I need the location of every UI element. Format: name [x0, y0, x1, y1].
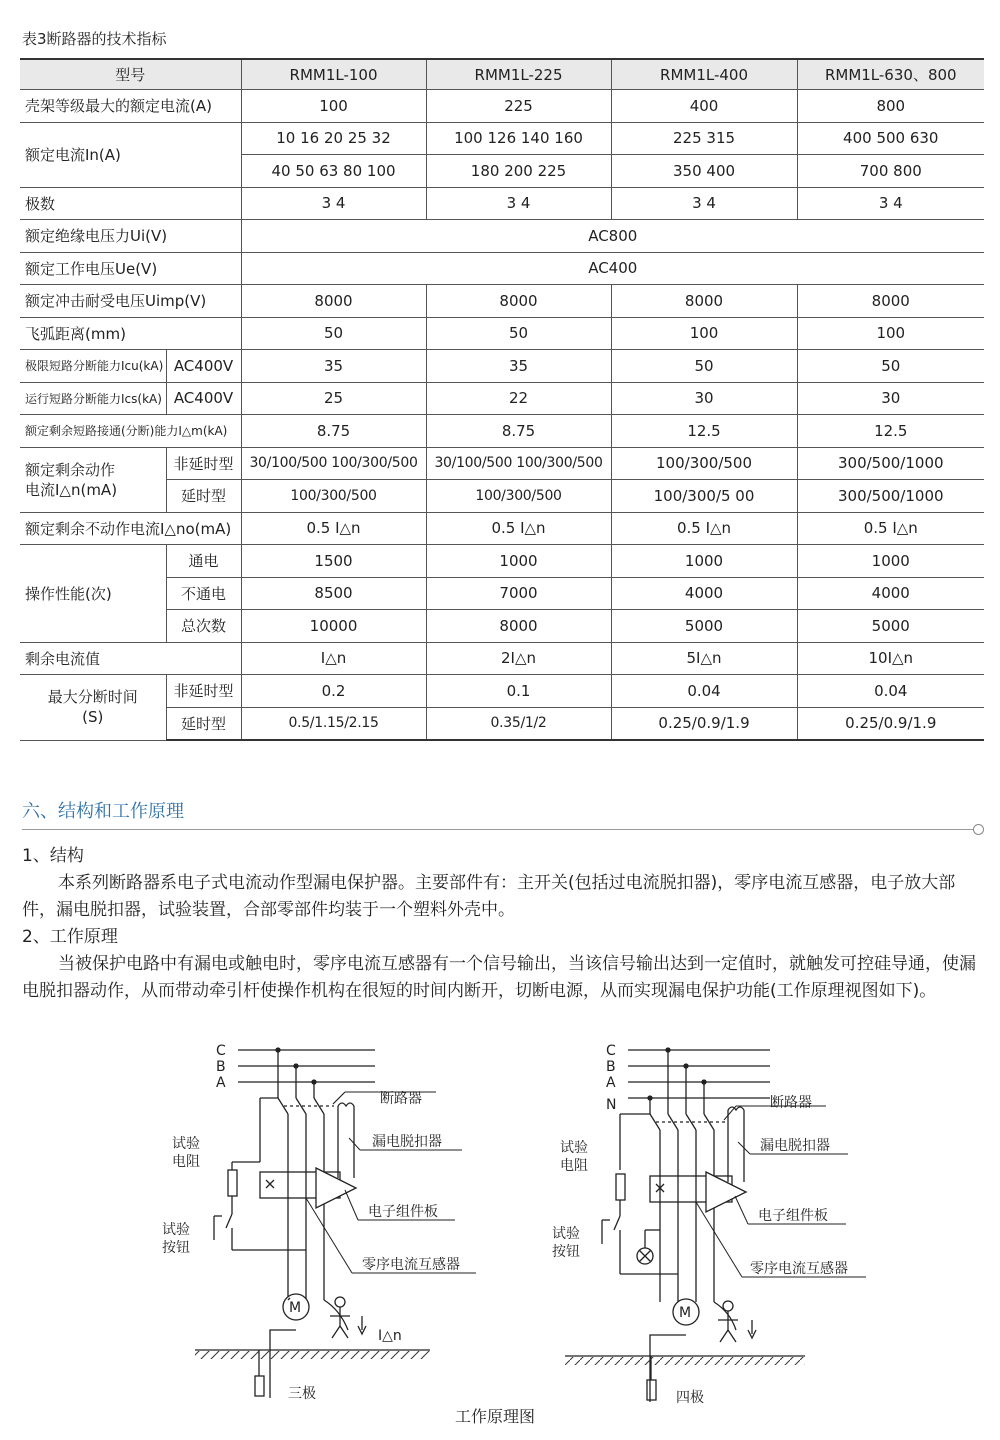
cell: 5000	[611, 610, 797, 643]
cell: 12.5	[611, 415, 797, 448]
test-resistor-label: 试验	[172, 1136, 200, 1152]
cell: 40 50 63 80 100	[241, 155, 426, 188]
cell: 100/300/500	[241, 480, 426, 513]
cell: 30/100/500 100/300/500	[426, 447, 611, 480]
row-label: 额定剩余不动作电流I△no(mA)	[20, 512, 241, 545]
cell: 0.04	[611, 675, 797, 708]
cell: 100	[241, 90, 426, 123]
table-row	[20, 90, 984, 123]
cell: 1000	[797, 545, 984, 578]
table-row	[20, 252, 984, 285]
cell: 0.5 I△n	[241, 512, 426, 545]
phase-label-c: C	[606, 1043, 616, 1059]
leakage-current-label: I△n	[378, 1328, 402, 1344]
cell: 8.75	[241, 415, 426, 448]
cell: 100/300/5 00	[611, 480, 797, 513]
cell: 800	[797, 90, 984, 123]
cell: 3 4	[426, 187, 611, 220]
cell: AC400	[241, 252, 984, 285]
cell: 300/500/1000	[797, 447, 984, 480]
leader-line	[333, 1092, 345, 1104]
row-sublabel: 延时型	[166, 707, 241, 740]
row-sublabel: 非延时型	[166, 447, 241, 480]
pcb-label: 电子组件板	[758, 1208, 828, 1224]
cell: 225 315	[611, 122, 797, 155]
cell: 50	[611, 350, 797, 383]
cell: 50	[426, 317, 611, 350]
header-cell: RMM1L-630、800	[797, 59, 984, 90]
cell: 8000	[426, 610, 611, 643]
pcb-label: 电子组件板	[368, 1204, 438, 1220]
cell: 0.25/0.9/1.9	[611, 707, 797, 740]
table-row	[20, 285, 984, 318]
test-resistor-label: 电阻	[172, 1154, 200, 1170]
table-row	[20, 220, 984, 253]
cell: 2I△n	[426, 642, 611, 675]
cell: 225	[426, 90, 611, 123]
row-sublabel: AC400V	[166, 350, 241, 383]
cell: 8500	[241, 577, 426, 610]
cell: 180 200 225	[426, 155, 611, 188]
cell: 350 400	[611, 155, 797, 188]
cell: 5000	[797, 610, 984, 643]
test-button-label: 试验	[162, 1222, 190, 1238]
cell: 3 4	[611, 187, 797, 220]
row-label: 壳架等级最大的额定电流(A)	[20, 90, 241, 123]
test-button-label: 试验	[552, 1226, 580, 1242]
row-sublabel: 总次数	[166, 610, 241, 643]
cell: 0.5/1.15/2.15	[241, 707, 426, 740]
leader-line	[696, 1202, 742, 1277]
row-sublabel: 通电	[166, 545, 241, 578]
table-row	[20, 317, 984, 350]
row-label: 额定剩余动作 电流I△n(mA)	[20, 447, 166, 512]
row-label: 剩余电流值	[20, 642, 241, 675]
leader-line	[306, 1198, 352, 1273]
working-principle-diagrams	[0, 1030, 1000, 1430]
cell: 0.1	[426, 675, 611, 708]
table-caption: 表3断路器的技术指标	[22, 30, 167, 48]
table-row	[20, 382, 984, 415]
table-row	[20, 512, 984, 545]
cell: 0.2	[241, 675, 426, 708]
row-label: 额定工作电压Ue(V)	[20, 252, 241, 285]
header-cell: RMM1L-225	[426, 59, 611, 90]
cell: 3 4	[241, 187, 426, 220]
cell: 7000	[426, 577, 611, 610]
section-divider	[22, 829, 973, 830]
leader-line	[735, 1196, 748, 1224]
cell: 35	[241, 350, 426, 383]
cell: 10I△n	[797, 642, 984, 675]
three-pole-label: 三极	[288, 1386, 316, 1402]
table-row	[20, 187, 984, 220]
row-label: 额定冲击耐受电压Uimp(V)	[20, 285, 241, 318]
principle-paragraph	[22, 951, 988, 1005]
diagram-four-pole	[565, 1048, 805, 1402]
divider-end-dot	[973, 824, 984, 835]
cell: I△n	[241, 642, 426, 675]
breaker-label: 断路器	[770, 1095, 812, 1111]
spec-table	[20, 58, 984, 741]
cell: 50	[241, 317, 426, 350]
cell: 100	[797, 317, 984, 350]
table-row	[20, 675, 984, 708]
header-cell: 型号	[20, 59, 241, 90]
cell: 10 16 20 25 32	[241, 122, 426, 155]
phase-label-c: C	[216, 1043, 226, 1059]
header-cell: RMM1L-400	[611, 59, 797, 90]
row-label: 极数	[20, 187, 241, 220]
cell: 8000	[241, 285, 426, 318]
test-resistor-label: 电阻	[560, 1158, 588, 1174]
cell: 1000	[426, 545, 611, 578]
motor-label: M	[289, 1300, 302, 1316]
phase-label-b: B	[606, 1059, 616, 1075]
leader-line	[345, 1190, 358, 1220]
cell: 3 4	[797, 187, 984, 220]
table-row	[20, 350, 984, 383]
table-row	[20, 122, 984, 155]
cell: 1500	[241, 545, 426, 578]
cell: 4000	[611, 577, 797, 610]
row-sublabel: 不通电	[166, 577, 241, 610]
row-sublabel: AC400V	[166, 382, 241, 415]
cell: 100/300/500	[426, 480, 611, 513]
test-button-label: 按钮	[162, 1240, 190, 1256]
cell: 30/100/500 100/300/500	[241, 447, 426, 480]
trip-unit-label: 漏电脱扣器	[372, 1134, 442, 1150]
structure-heading: 1、结构	[22, 846, 84, 866]
ct-label: 零序电流互感器	[362, 1257, 460, 1273]
cell: 100	[611, 317, 797, 350]
cell: AC800	[241, 220, 984, 253]
cell: 0.25/0.9/1.9	[797, 707, 984, 740]
row-label: 运行短路分断能力Ics(kA)	[20, 382, 166, 415]
cell: 400	[611, 90, 797, 123]
principle-text: 当被保护电路中有漏电或触电时，零序电流互感器有一个信号输出，当该信号输出达到一定值时，就触发可控硅导通，使漏电脱扣器动作，从而带动牵引杆使操作机构在很短的时间内断开，切断电源，从而实现漏电保护功能(工作原理视图如下)。	[22, 954, 976, 1001]
cell: 400 500 630	[797, 122, 984, 155]
row-label: 最大分断时间 (S)	[20, 675, 166, 741]
header-cell: RMM1L-100	[241, 59, 426, 90]
motor-label: M	[679, 1305, 692, 1321]
structure-text: 本系列断路器系电子式电流动作型漏电保护器。主要部件有：主开关(包括过电流脱扣器)，零序电流互感器，电子放大部件，漏电脱扣器，试验装置，合部零部件均装于一个塑料外壳中。	[22, 873, 956, 920]
cell: 12.5	[797, 415, 984, 448]
cell: 1000	[611, 545, 797, 578]
figure-caption: 工作原理图	[455, 1407, 536, 1426]
table-row	[20, 415, 984, 448]
test-button-label: 按钮	[552, 1244, 580, 1260]
row-sublabel: 非延时型	[166, 675, 241, 708]
cell: 0.5 I△n	[611, 512, 797, 545]
cell: 0.35/1/2	[426, 707, 611, 740]
table-row	[20, 545, 984, 578]
phase-label-a: A	[216, 1075, 226, 1091]
cell: 10000	[241, 610, 426, 643]
cell: 100 126 140 160	[426, 122, 611, 155]
cell: 0.04	[797, 675, 984, 708]
row-label: 额定剩余短路接通(分断)能力I△m(kA)	[20, 415, 241, 448]
phase-label-n: N	[606, 1097, 617, 1113]
structure-paragraph	[22, 870, 988, 924]
cell: 700 800	[797, 155, 984, 188]
cell: 4000	[797, 577, 984, 610]
row-label: 极限短路分断能力Icu(kA)	[20, 350, 166, 383]
cell: 8000	[797, 285, 984, 318]
row-label: 额定绝缘电压力Ui(V)	[20, 220, 241, 253]
cell: 100/300/500	[611, 447, 797, 480]
cell: 8000	[426, 285, 611, 318]
row-sublabel: 延时型	[166, 480, 241, 513]
breaker-label: 断路器	[380, 1091, 422, 1107]
cell: 25	[241, 382, 426, 415]
cell: 35	[426, 350, 611, 383]
cell: 50	[797, 350, 984, 383]
cell: 8.75	[426, 415, 611, 448]
cell: 30	[797, 382, 984, 415]
principle-heading: 2、工作原理	[22, 927, 118, 947]
cell: 5I△n	[611, 642, 797, 675]
cell: 300/500/1000	[797, 480, 984, 513]
trip-unit-label: 漏电脱扣器	[760, 1138, 830, 1154]
cell: 8000	[611, 285, 797, 318]
test-resistor-label: 试验	[560, 1140, 588, 1156]
phase-label-b: B	[216, 1059, 226, 1075]
ground-hatch	[565, 1357, 805, 1365]
table-row	[20, 447, 984, 480]
phase-label-a: A	[606, 1075, 616, 1091]
table-row	[20, 642, 984, 675]
four-pole-label: 四极	[676, 1390, 704, 1406]
row-label: 飞弧距离(mm)	[20, 317, 241, 350]
row-label: 操作性能(次)	[20, 545, 166, 643]
cell: 30	[611, 382, 797, 415]
ct-label: 零序电流互感器	[750, 1261, 848, 1277]
ground-hatch	[195, 1351, 430, 1359]
cell: 0.5 I△n	[426, 512, 611, 545]
row-label: 额定电流In(A)	[20, 122, 241, 187]
cell: 22	[426, 382, 611, 415]
cell: 0.5 I△n	[797, 512, 984, 545]
section-title: 六、结构和工作原理	[22, 801, 184, 822]
table-header-row	[20, 59, 984, 90]
